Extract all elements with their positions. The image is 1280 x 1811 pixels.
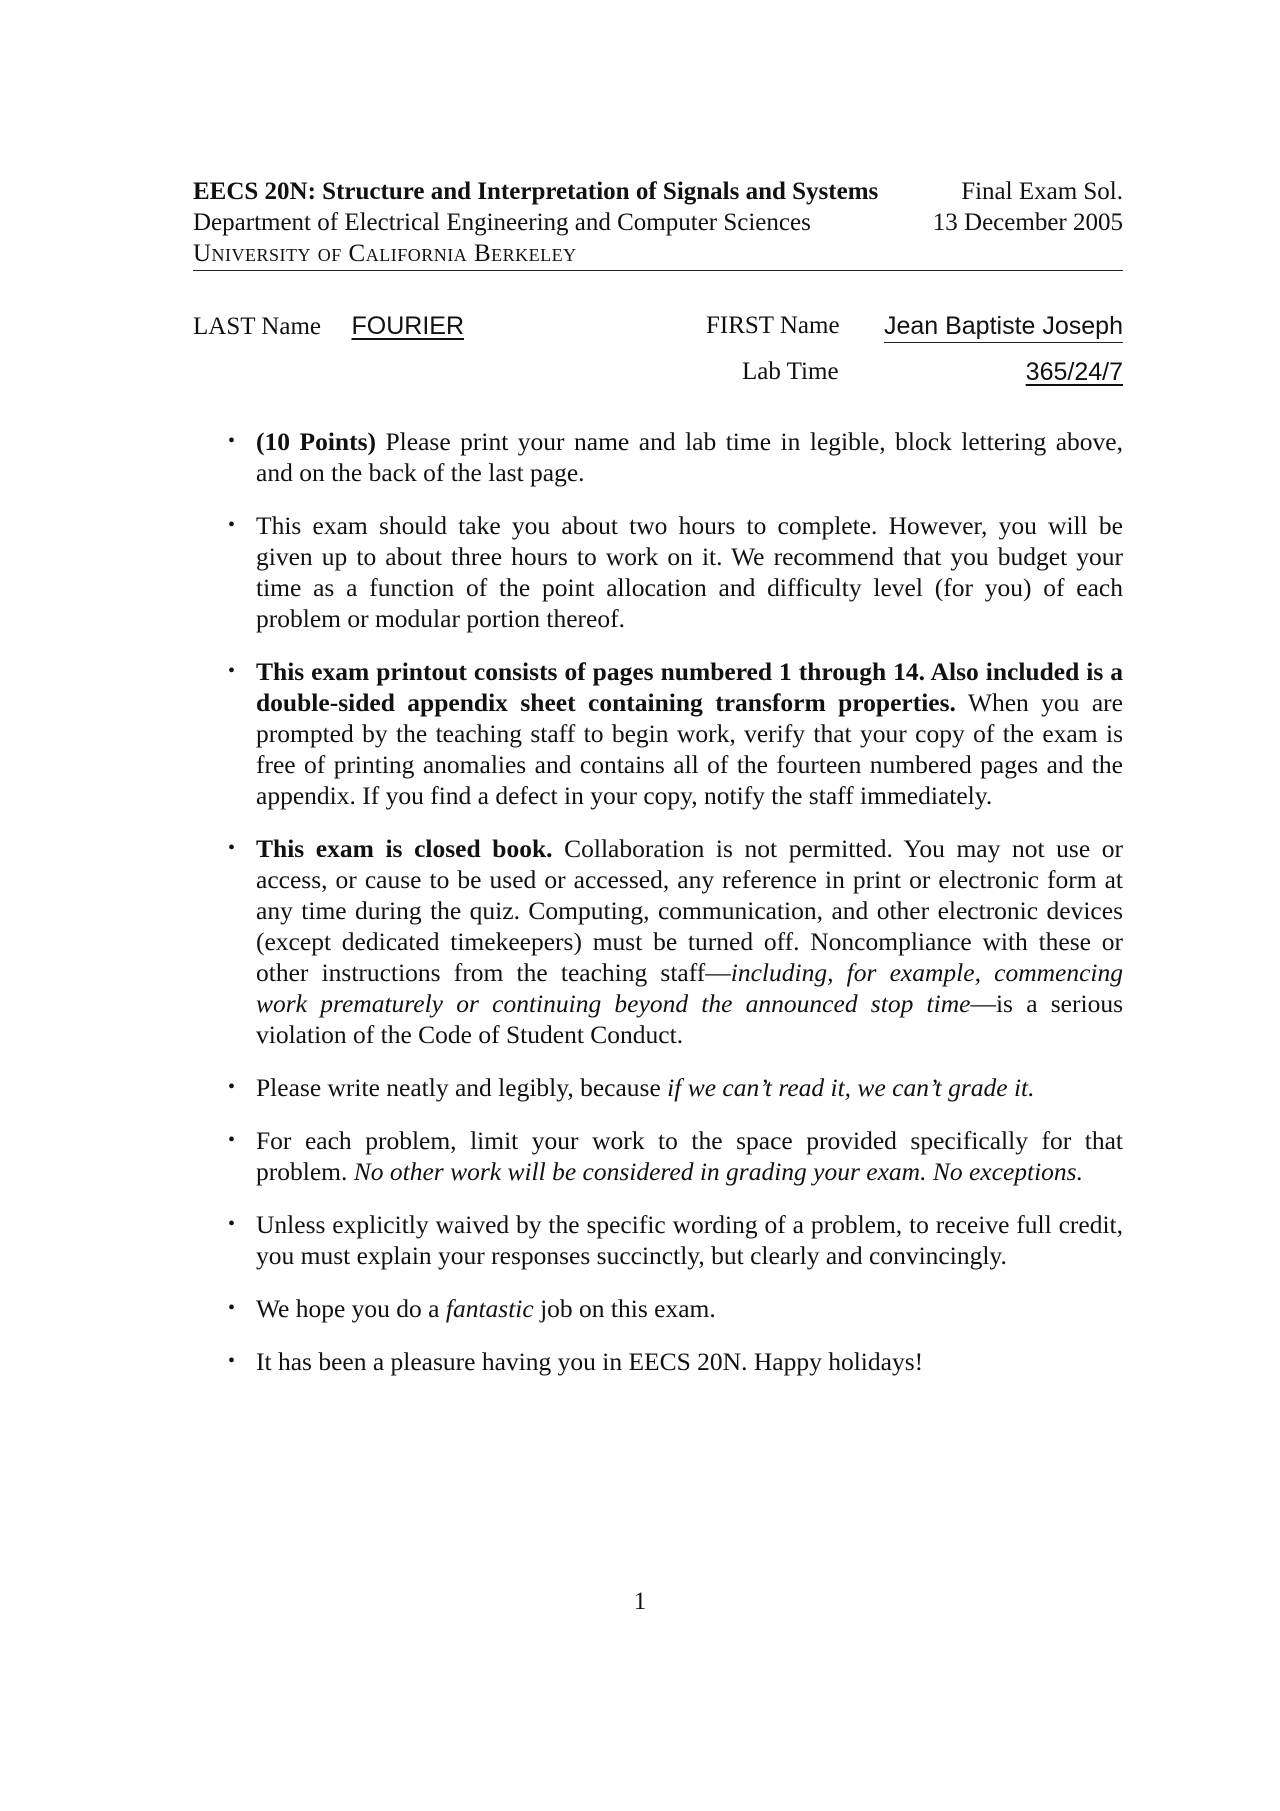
last-name-value: FOURIER <box>351 312 464 340</box>
bullet-icon: • <box>228 660 236 682</box>
bullet-icon: • <box>228 1213 236 1235</box>
header-row-2 <box>193 207 1123 238</box>
instruction-italic: No other work will be considered in grading your exam. No exceptions. <box>353 1157 1083 1186</box>
header-divider <box>193 270 1123 271</box>
instruction-item <box>228 510 1123 634</box>
instruction-bold: This exam printout consists of pages numbered 1 through 14. Also included is a double-sided appendix sheet containing transform properties. <box>256 657 1123 717</box>
bullet-icon: • <box>228 837 236 859</box>
bullet-icon: • <box>228 514 236 536</box>
instruction-item <box>228 1072 1123 1103</box>
last-name-field <box>193 311 464 342</box>
lab-time-value: 365/24/7 <box>1025 358 1123 386</box>
bullet-icon: • <box>228 1129 236 1151</box>
first-name-value: Jean Baptiste Joseph <box>884 311 1123 343</box>
department: Department of Electrical Engineering and Computer Sciences <box>193 209 811 236</box>
instruction-item <box>228 833 1123 1050</box>
instruction-item <box>228 426 1123 488</box>
bullet-icon: • <box>228 430 236 452</box>
header-row-3 <box>193 238 1123 269</box>
instruction-text: It has been a pleasure having you in EECS 20N. Happy holidays! <box>256 1347 924 1376</box>
first-name-field <box>706 311 840 341</box>
page-number: 1 <box>633 1588 647 1615</box>
instruction-text: Unless explicitly waived by the specific wording of a problem, to receive full credit, you must explain your responses succinctly, but clearly and convincingly. <box>256 1210 1123 1270</box>
instruction-text: Collaboration is not permitted. You may not use or access, or cause to be used or accessed, any reference in print or electronic form at any time during the quiz. Computing, communication, and other electronic devices (except dedicated timekeepers) must be turned off. Noncompliance with these or other instructions from the teaching staff— <box>256 834 1123 987</box>
first-name-value-wrap <box>876 311 1123 343</box>
exam-date: 13 December 2005 <box>932 209 1123 236</box>
course-title: EECS 20N: Structure and Interpretation of Signals and Systems <box>193 178 879 205</box>
bullet-icon: • <box>228 1076 236 1098</box>
instruction-italic: including, for example, commencing work prematurely or continuing beyond the announced stop time <box>256 958 1123 1018</box>
instruction-italic: fantastic <box>445 1294 534 1323</box>
instruction-list <box>228 426 1123 1399</box>
university: University of California Berkeley <box>193 240 577 267</box>
exam-type: Final Exam Sol. <box>961 178 1123 205</box>
instruction-text: For each problem, limit your work to the space provided specifically for that problem. <box>256 1126 1123 1186</box>
instruction-text: When you are prompted by the teaching staff to begin work, verify that your copy of the exam is free of printing anomalies and contains all of the fourteen numbered pages and the appendix. If you find a defect in your copy, notify the staff immediately. <box>256 688 1123 810</box>
instruction-text: Please write neatly and legibly, because <box>256 1073 668 1102</box>
instruction-item <box>228 656 1123 811</box>
points-label: (10 Points) <box>256 427 376 456</box>
bullet-icon: • <box>228 1350 236 1372</box>
instruction-text: job on this exam. <box>533 1294 716 1323</box>
instruction-item <box>228 1125 1123 1187</box>
instruction-bold: This exam is closed book. <box>256 834 553 863</box>
instruction-item <box>228 1346 1123 1377</box>
instruction-italic: if we can’t read it, we can’t grade it. <box>667 1073 1035 1102</box>
instruction-item <box>228 1209 1123 1271</box>
instruction-text: We hope you do a <box>256 1294 446 1323</box>
instruction-text: This exam should take you about two hours to complete. However, you will be given up to about three hours to work on it. We recommend that you budget your time as a function of the point allocation and difficulty level (for you) of each problem or modular portion thereof. <box>256 511 1123 633</box>
bullet-icon: • <box>228 1297 236 1319</box>
instruction-text: —is a serious violation of the Code of Student Conduct. <box>256 989 1123 1049</box>
header-row-1 <box>193 176 1123 207</box>
exam-header <box>193 176 1123 269</box>
instruction-item <box>228 1293 1123 1324</box>
last-name-label: LAST Name <box>193 313 321 340</box>
instruction-text: Please print your name and lab time in legible, block lettering above, and on the back of the last page. <box>256 427 1123 487</box>
lab-time-value-wrap <box>876 357 1123 388</box>
lab-time-field <box>742 357 839 387</box>
lab-time-label: Lab Time <box>742 358 839 385</box>
first-name-label: FIRST Name <box>706 312 840 339</box>
